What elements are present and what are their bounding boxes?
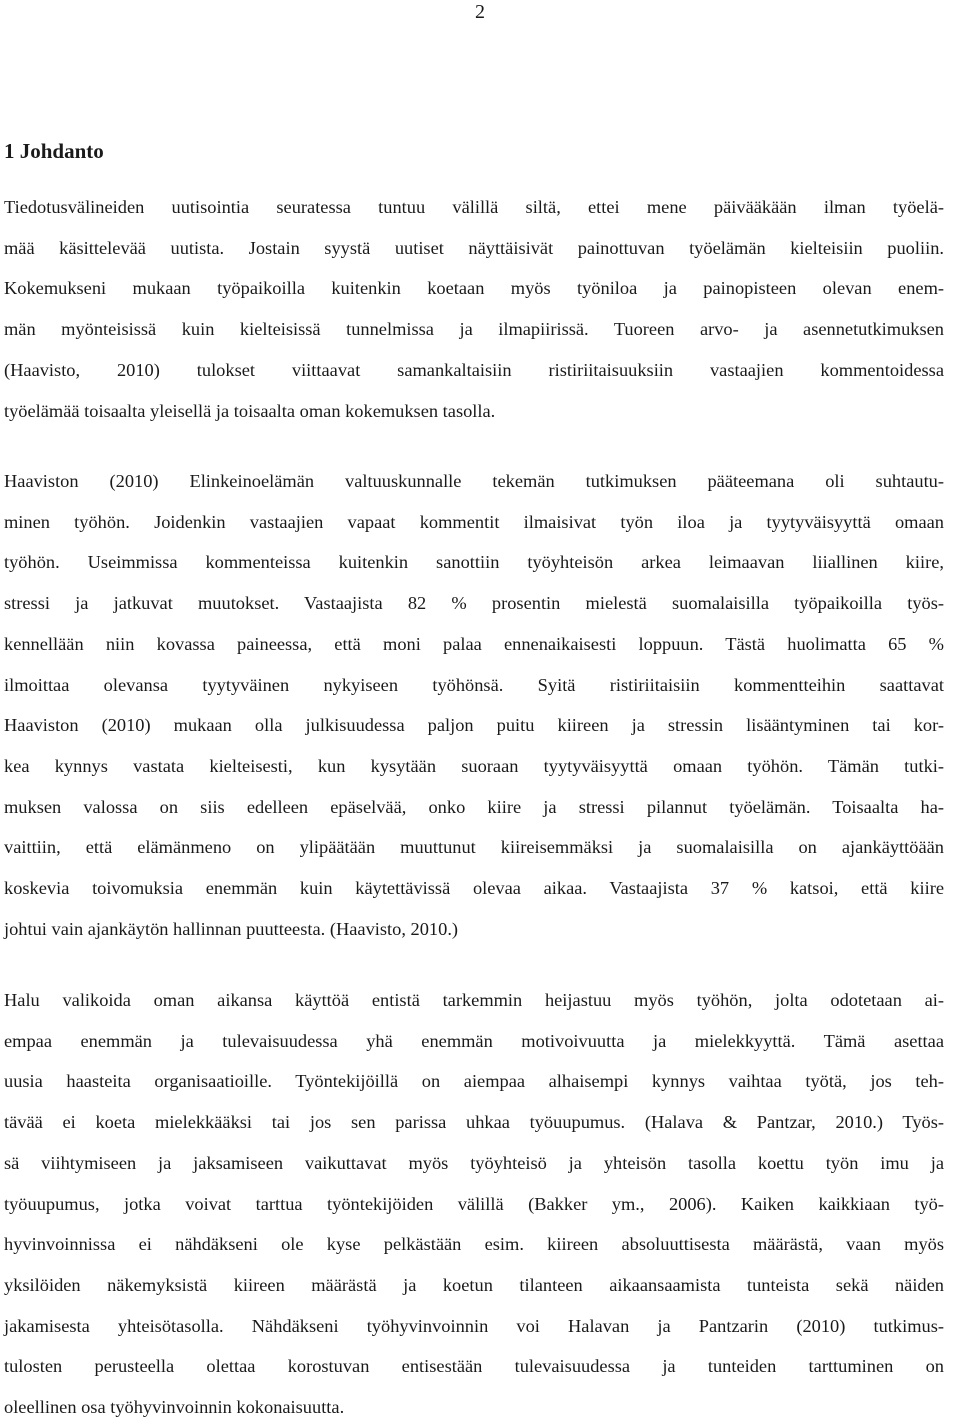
text-line: minen työhön. Joidenkin vastaajien vapaat kommentit ilmaisivat työn iloa ja tyytyväisyyttä omaan — [4, 511, 944, 532]
text-line: koskevia toivomuksia enemmän kuin käytettävissä olevaa aikaa. Vastaajista 37 % katsoi, että kiire — [4, 878, 944, 899]
text-line: Haaviston (2010) mukaan olla julkisuudessa paljon puitu kiireen ja stressin lisääntyminen tai kor- — [4, 715, 944, 736]
text-line: uusia haasteita organisaatioille. Työntekijöillä on aiempaa alhaisempi kynnys vaihtaa työtä, jos teh- — [4, 1071, 944, 1092]
text-line: kea kynnys vastata kielteisesti, kun kysytään suoraan tyytyväisyyttä omaan työhön. Tämän tutki- — [4, 755, 944, 776]
text-line: empaa enemmän ja tulevaisuudessa yhä enemmän motivoivuutta ja mielekkyyttä. Tämä asettaa — [4, 1030, 944, 1051]
section-heading: 1 Johdanto — [4, 139, 104, 163]
text-line: muksen valossa on siis edelleen epäselvää, onko kiire ja stressi pilannut työelämän. Toisaalta ha- — [4, 796, 944, 817]
paragraph-2 — [4, 461, 944, 949]
paragraph-1 — [4, 187, 944, 431]
text-line: (Haavisto, 2010) tulokset viittaavat samankaltaisiin ristiriitaisuuksiin vastaajien kommentoidessa — [4, 359, 944, 380]
text-line: työelämää toisaalta yleisellä ja toisaalta oman kokemuksen tasolla. — [4, 400, 496, 421]
text-line: vaittiin, että elämänmeno on ylipäätään muuttunut kiireisemmäksi ja suomalaisilla on ajankäyttöään — [4, 837, 944, 858]
text-line: työuupumus, jotka voivat tarttua työntekijöiden välillä (Bakker ym., 2006). Kaiken kaikkiaan työ- — [4, 1193, 944, 1214]
text-line: sä viihtymiseen ja jaksamiseen vaikuttavat myös työyhteisö ja yhteisön tasolla koettu työn imu ja — [4, 1152, 944, 1173]
text-line: yksilöiden näkemyksistä kiireen määrästä ja koetun tilanteen aikaansaamista tunteista sekä näiden — [4, 1274, 944, 1295]
text-line: hyvinvoinnissa ei nähdäkseni ole kyse pelkästään esim. kiireen absoluuttisesta määrästä, vaan myös — [4, 1234, 944, 1255]
paragraph-3 — [4, 980, 944, 1428]
text-line: johtui vain ajankäytön hallinnan puutteesta. (Haavisto, 2010.) — [4, 918, 459, 939]
text-line: oleellinen osa työhyvinvoinnin kokonaisuutta. — [4, 1397, 345, 1418]
text-line: Haaviston (2010) Elinkeinoelämän valtuuskunnalle tekemän tutkimuksen pääteemana oli suhtautu- — [4, 471, 944, 491]
text-line: Tiedotusvälineiden uutisointia seuratessa tuntuu välillä siltä, ettei mene päivääkään ilman työelä- — [4, 197, 944, 217]
text-line: jakamisesta yhteisötasolla. Nähdäkseni työhyvinvoinnin voi Halavan ja Pantzarin (2010) tutkimus- — [4, 1315, 944, 1336]
page-number: 2 — [475, 1, 485, 23]
text-line: ilmoittaa olevansa tyytyväinen nykyiseen työhönsä. Syitä ristiriitaisiin kommentteihin saattavat — [4, 674, 944, 695]
text-line: tulosten perusteella olettaa korostuvan entisestään tulevaisuudessa ja tunteiden tarttuminen on — [4, 1356, 944, 1377]
text-line: työhön. Useimmissa kommenteissa kuitenkin sanottiin työyhteisön arkea leimaavan liiallinen kiire, — [4, 552, 944, 573]
text-line: Halu valikoida oman aikansa käyttöä entistä tarkemmin heijastuu myös työhön, jolta odotetaan ai- — [4, 990, 944, 1010]
text-line: kennellään niin kovassa paineessa, että moni palaa ennenaikaisesti loppuun. Tästä huolimatta 65 % — [4, 633, 944, 654]
text-line: tävää ei koeta mielekkääksi tai jos sen parissa uhkaa työuupumus. (Halava & Pantzar, 2010.) Työs- — [4, 1112, 944, 1133]
text-line: mää käsittelevää uutista. Jostain syystä uutiset näyttäisivät painottuvan työelämän kielteisiin puoliin. — [4, 237, 944, 258]
text-line: stressi ja jatkuvat muutokset. Vastaajista 82 % prosentin mielestä suomalaisilla työpaikoilla työs- — [4, 593, 944, 614]
text-line: Kokemukseni mukaan työpaikoilla kuitenkin koetaan myös työniloa ja painopisteen olevan enem- — [4, 278, 944, 299]
text-line: män myönteisissä kuin kielteisissä tunnelmissa ja ilmapiirissä. Tuoreen arvo- ja asennetutkimuksen — [4, 319, 944, 340]
